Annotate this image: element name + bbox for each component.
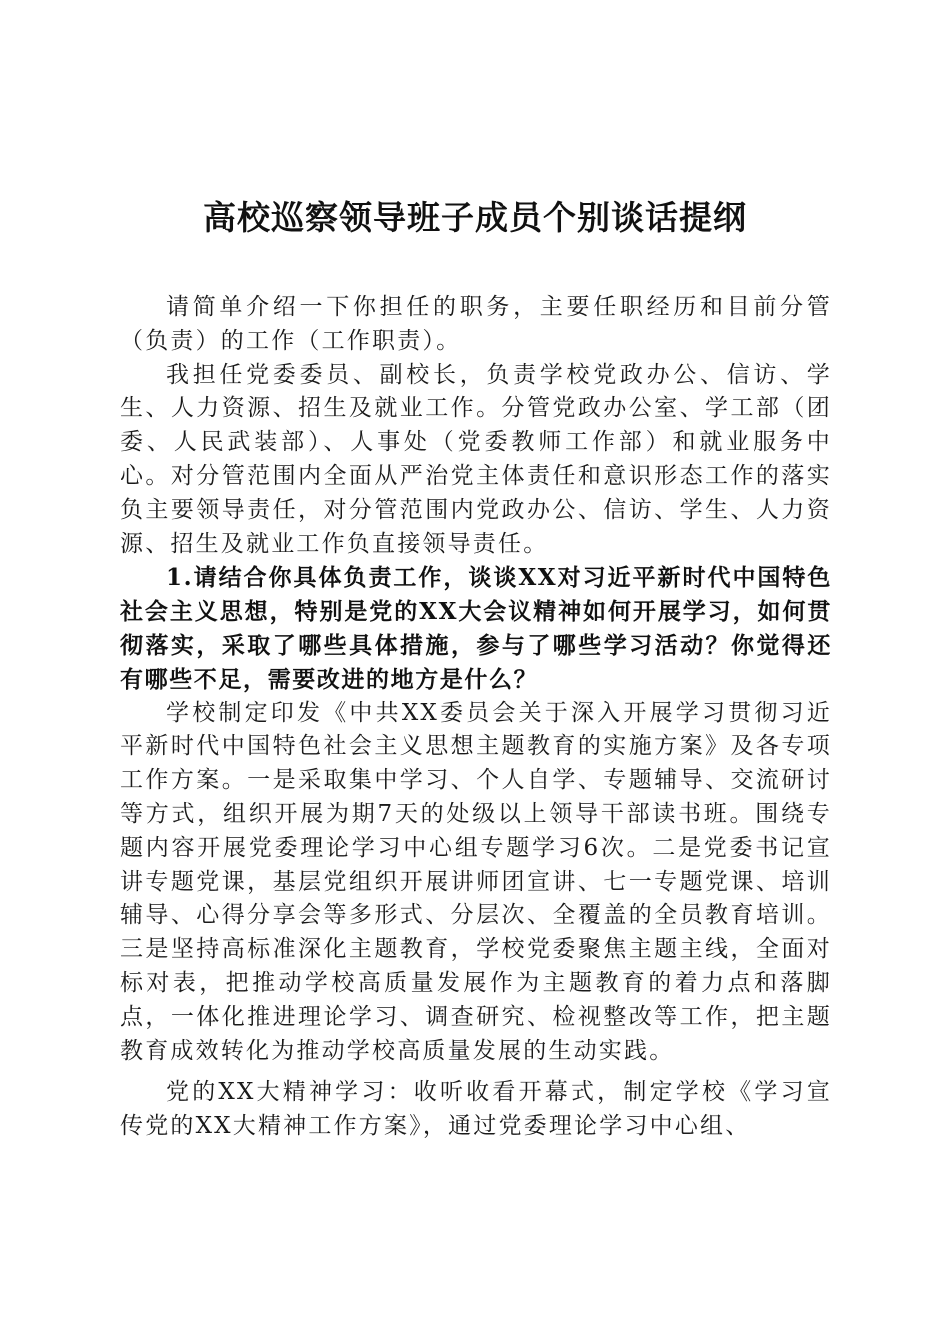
document-body bbox=[120, 291, 832, 1144]
paragraph-congress-study: 党的XX大精神学习：收听收看开幕式，制定学校《学习宣传党的XX大精神工作方案》，通过党委理论学习中心组、 bbox=[120, 1079, 832, 1140]
paragraph-answer-1: 学校制定印发《中共XX委员会关于深入开展学习贯彻习近平新时代中国特色社会主义思想主题教育的实施方案》及各专项工作方案。一是采取集中学习、个人自学、专题辅导、交流研讨等方式，组织开展为期7天的处级以上领导干部读书班。围绕专题内容开展党委理论学习中心组专题学习6次。二是党委书记宣讲专题党课，基层党组织开展讲师团宣讲、七一专题党课、培训辅导、心得分享会等多形式、分层次、全覆盖的全员教育培训。三是坚持高标准深化主题教育，学校党委聚焦主题主线，全面对标对表，把推动学校高质量发展作为主题教育的着力点和落脚点，一体化推进理论学习、调查研究、检视整改等工作，把主题教育成效转化为推动学校高质量发展的生动实践。 bbox=[120, 699, 832, 1064]
paragraph-intro-answer: 我担任党委委员、副校长，负责学校党政办公、信访、学生、人力资源、招生及就业工作。分管党政办公室、学工部（团委、人民武装部）、人事处（党委教师工作部）和就业服务中心。对分管范围内全面从严治党主体责任和意识形态工作的落实负主要领导责任，对分管范围内党政办公、信访、学生、人力资源、招生及就业工作负直接领导责任。 bbox=[120, 361, 832, 557]
paragraph-intro-question: 请简单介绍一下你担任的职务，主要任职经历和目前分管（负责）的工作（工作职责）。 bbox=[120, 294, 832, 354]
document-title: 高校巡察领导班子成员个别谈话提纲 bbox=[203, 198, 747, 237]
paragraph-question-1: 1.请结合你具体负责工作，谈谈XX对习近平新时代中国特色社会主义思想，特别是党的XX大会议精神如何开展学习，如何贯彻落实，采取了哪些具体措施，参与了哪些学习活动？你觉得还有哪些不足，需要改进的地方是什么？ bbox=[120, 564, 832, 693]
